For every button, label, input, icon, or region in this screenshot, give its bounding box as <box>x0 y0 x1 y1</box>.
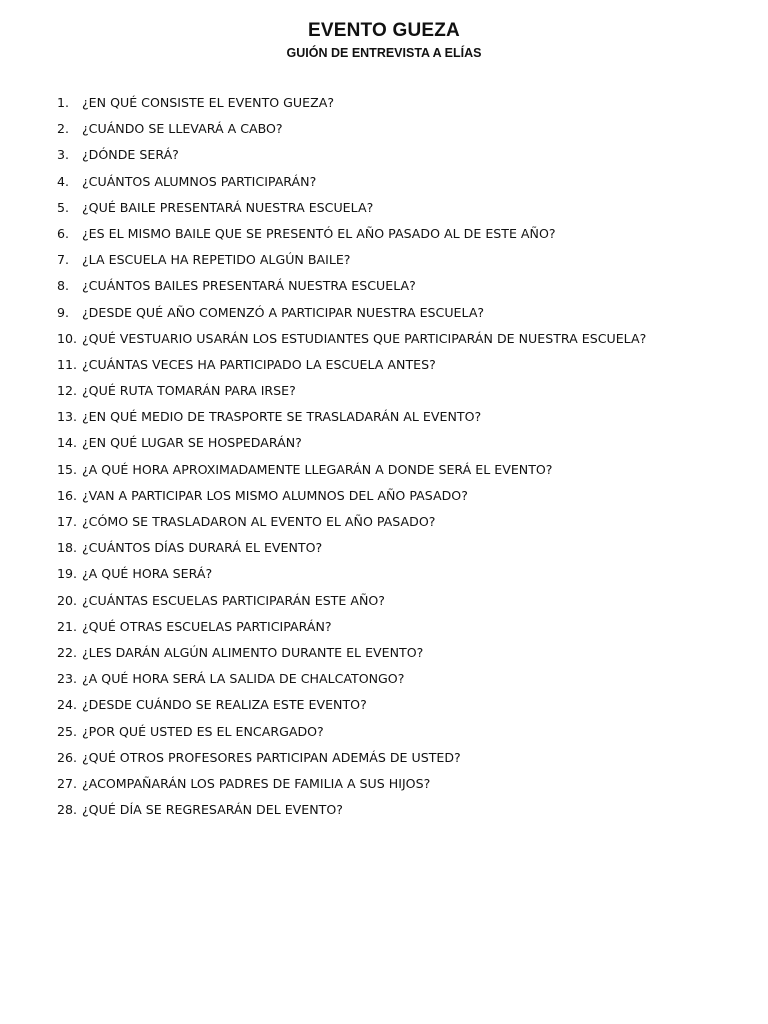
question-text: ¿A QUÉ HORA SERÁ? <box>82 566 213 582</box>
question-item <box>57 434 646 460</box>
question-text: ¿QUÉ DÍA SE REGRESARÁN DEL EVENTO? <box>82 802 343 818</box>
question-item <box>57 173 646 199</box>
question-text: ¿QUÉ OTRAS ESCUELAS PARTICIPARÁN? <box>82 618 332 634</box>
question-item <box>57 461 646 487</box>
question-text: ¿QUÉ RUTA TOMARÁN PARA IRSE? <box>82 383 296 399</box>
question-text: ¿A QUÉ HORA APROXIMADAMENTE LLEGARÁN A DONDE SERÁ EL EVENTO? <box>82 461 553 477</box>
question-text: ¿DESDE CUÁNDO SE REALIZA ESTE EVENTO? <box>82 697 367 713</box>
question-text: ¿ES EL MISMO BAILE QUE SE PRESENTÓ EL AÑO PASADO AL DE ESTE AÑO? <box>82 225 556 241</box>
question-number: 4. <box>57 173 70 189</box>
question-item <box>57 801 646 827</box>
question-item <box>57 277 646 303</box>
question-number: 10. <box>57 330 78 346</box>
question-item <box>57 670 646 696</box>
question-item <box>57 696 646 722</box>
question-item <box>57 225 646 251</box>
question-item <box>57 199 646 225</box>
question-item <box>57 94 646 120</box>
question-text: ¿CUÁNTOS DÍAS DURARÁ EL EVENTO? <box>82 540 323 556</box>
question-number: 28. <box>57 802 78 818</box>
question-item <box>57 408 646 434</box>
question-item <box>57 382 646 408</box>
question-item <box>57 618 646 644</box>
question-number: 3. <box>57 147 70 163</box>
question-number: 20. <box>57 592 78 608</box>
question-number: 9. <box>57 304 70 320</box>
question-text: ¿POR QUÉ USTED ES EL ENCARGADO? <box>82 723 324 739</box>
question-number: 12. <box>57 383 78 399</box>
question-item <box>57 487 646 513</box>
question-text: ¿A QUÉ HORA SERÁ LA SALIDA DE CHALCATONGO? <box>82 671 405 687</box>
question-text: ¿EN QUÉ MEDIO DE TRASPORTE SE TRASLADARÁN AL EVENTO? <box>82 409 482 425</box>
question-number: 27. <box>57 775 78 791</box>
question-text: ¿CUÁNTAS ESCUELAS PARTICIPARÁN ESTE AÑO? <box>82 592 385 608</box>
question-text: ¿EN QUÉ LUGAR SE HOSPEDARÁN? <box>82 435 302 451</box>
question-text: ¿CUÁNDO SE LLEVARÁ A CABO? <box>82 121 283 137</box>
question-text: ¿CÓMO SE TRASLADARON AL EVENTO EL AÑO PASADO? <box>82 514 436 529</box>
question-text: ¿QUÉ OTROS PROFESORES PARTICIPAN ADEMÁS DE USTED? <box>82 749 461 765</box>
question-item <box>57 304 646 330</box>
question-text: ¿CUÁNTOS BAILES PRESENTARÁ NUESTRA ESCUELA? <box>82 278 416 294</box>
question-number: 11. <box>57 356 78 372</box>
question-number: 16. <box>57 487 78 503</box>
question-number: 6. <box>57 225 70 241</box>
question-item <box>57 723 646 749</box>
question-text: ¿LA ESCUELA HA REPETIDO ALGÚN BAILE? <box>82 252 351 268</box>
question-number: 8. <box>57 278 70 294</box>
question-number: 5. <box>57 199 70 215</box>
question-item <box>57 146 646 172</box>
question-text: ¿QUÉ VESTUARIO USARÁN LOS ESTUDIANTES QUE PARTICIPARÁN DE NUESTRA ESCUELA? <box>82 330 647 346</box>
question-number: 21. <box>57 618 78 634</box>
question-number: 18. <box>57 540 78 556</box>
document-subtitle: GUIÓN DE ENTREVISTA A ELÍAS <box>286 46 482 60</box>
question-item <box>57 513 646 539</box>
question-item <box>57 775 646 801</box>
question-text: ¿DÓNDE SERÁ? <box>82 147 179 163</box>
question-number: 17. <box>57 514 78 529</box>
question-text: ¿DESDE QUÉ AÑO COMENZÓ A PARTICIPAR NUESTRA ESCUELA? <box>82 304 485 320</box>
question-number: 15. <box>57 461 78 477</box>
question-item <box>57 749 646 775</box>
question-number: 23. <box>57 671 78 687</box>
question-item <box>57 120 646 146</box>
question-number: 13. <box>57 409 78 425</box>
question-text: ¿QUÉ BAILE PRESENTARÁ NUESTRA ESCUELA? <box>82 199 374 215</box>
question-number: 2. <box>57 121 70 137</box>
question-text: ¿LES DARÁN ALGÚN ALIMENTO DURANTE EL EVENTO? <box>82 644 424 660</box>
question-list <box>57 94 646 827</box>
question-item <box>57 251 646 277</box>
question-item <box>57 644 646 670</box>
question-number: 19. <box>57 566 78 582</box>
question-number: 25. <box>57 723 78 739</box>
question-item <box>57 356 646 382</box>
question-item <box>57 592 646 618</box>
question-text: ¿CUÁNTAS VECES HA PARTICIPADO LA ESCUELA ANTES? <box>82 356 436 372</box>
question-text: ¿CUÁNTOS ALUMNOS PARTICIPARÁN? <box>82 173 317 189</box>
question-text: ¿VAN A PARTICIPAR LOS MISMO ALUMNOS DEL AÑO PASADO? <box>82 487 468 503</box>
question-item <box>57 565 646 591</box>
question-number: 22. <box>57 644 78 660</box>
question-number: 1. <box>57 95 70 110</box>
question-number: 26. <box>57 749 78 765</box>
question-number: 7. <box>57 252 70 268</box>
question-item <box>57 539 646 565</box>
question-number: 24. <box>57 697 78 713</box>
document-title: EVENTO GUEZA <box>308 20 460 41</box>
question-item <box>57 330 646 356</box>
question-text: ¿EN QUÉ CONSISTE EL EVENTO GUEZA? <box>82 95 335 110</box>
question-text: ¿ACOMPAÑARÁN LOS PADRES DE FAMILIA A SUS HIJOS? <box>82 775 431 791</box>
question-number: 14. <box>57 435 78 451</box>
